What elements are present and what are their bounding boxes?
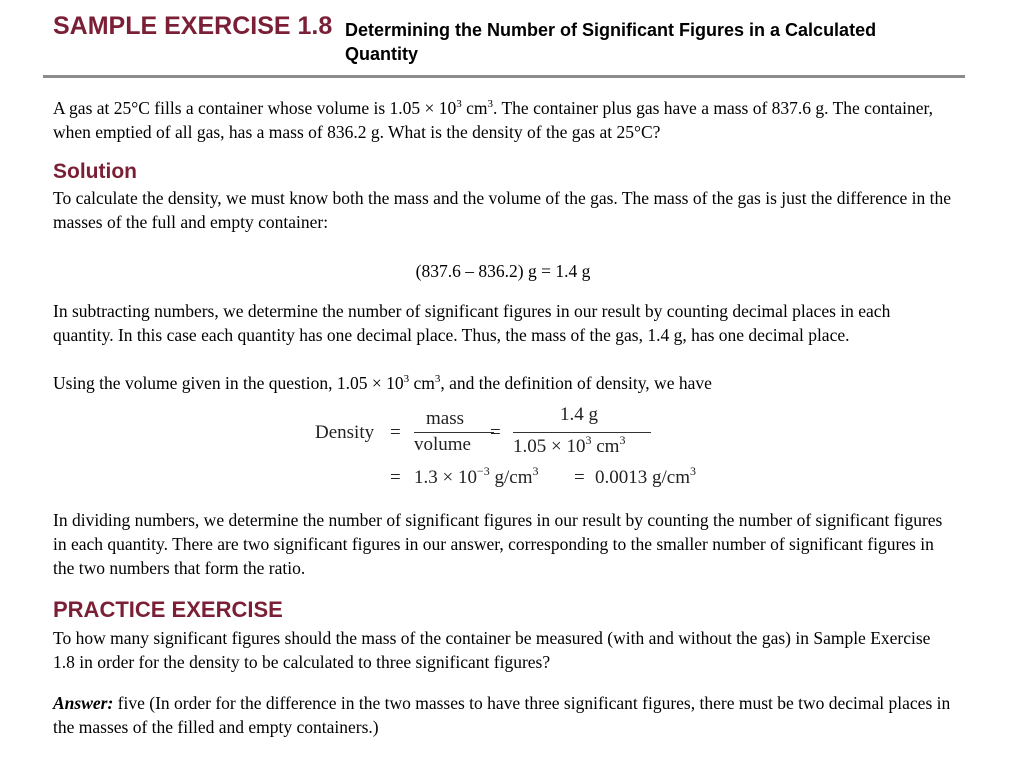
answer-label: Answer: — [53, 693, 114, 713]
density-result-decimal: 0.0013 $g/cm^3$ — [595, 464, 696, 488]
fraction-denominator-value: $1.05 \times 10^3$ $cm^3$ — [513, 433, 626, 457]
mass-equation: (837.6 – 836.2) g = 1.4 g — [415, 261, 591, 281]
fraction-bar — [414, 432, 494, 433]
equals-sign: = — [390, 422, 401, 443]
exercise-title: Determining the Number of Significant Figures in a Calculated Quantity — [345, 20, 877, 64]
header-divider — [43, 75, 965, 78]
volume-sentence: Using the volume given in the question, $1.05 \times 10^3$ $cm^3$, and the definition of density, we have — [53, 373, 712, 393]
practice-question: To how many significant figures should the mass of the container be measured (with and without the gas) in Sample Exercise 1.8 in order for the density to be calculated to three significant figures? — [53, 628, 931, 672]
subtraction-note: In subtracting numbers, we determine the number of significant figures in our result by counting decimal places in each quantity. In this case each quantity has one decimal place. Thus, the mass of the gas, 1.4 g, has one decimal place. — [53, 301, 891, 345]
equals-sign: = — [390, 467, 401, 488]
solution-intro: To calculate the density, we must know both the mass and the volume of the gas. The mass of the gas is just the difference in the masses of the full and empty container: — [53, 188, 952, 232]
density-result-scientific: $1.3 \times 10^{-3}$ $g/cm^3$ — [414, 464, 539, 488]
density-equation — [310, 400, 730, 500]
solution-heading: Solution — [53, 160, 137, 183]
equals-sign: = — [574, 467, 585, 488]
density-label: Density — [315, 422, 375, 443]
fraction-bar — [513, 432, 651, 433]
fraction-denominator-volume: volume — [414, 434, 471, 455]
practice-answer — [53, 691, 953, 739]
fraction-numerator-mass: mass — [426, 408, 464, 429]
fraction-numerator-value: 1.4 g — [560, 404, 598, 425]
division-note: In dividing numbers, we determine the number of significant figures in our result by counting the number of significant figures in each quantity. There are two significant figures in our answer, corresponding to the smaller number of significant figures in the two numbers that form the ratio. — [53, 510, 943, 578]
problem-statement: A gas at 25°C fills a container whose volume is $1.05 \times 10^3$ $cm^3$. The container plus gas have a mass of 837.6 g. The container, when emptied of all gas, has a mass of 836.2 g. What is the density of the gas at 25°C? — [53, 98, 933, 142]
equals-sign: = — [490, 422, 501, 443]
answer-text: five (In order for the difference in the two masses to have three significant figures, there must be two decimal places in the masses of the filled and empty containers.) — [53, 693, 951, 737]
exercise-label: SAMPLE EXERCISE 1.8 — [53, 12, 333, 40]
practice-heading: PRACTICE EXERCISE — [53, 597, 283, 622]
